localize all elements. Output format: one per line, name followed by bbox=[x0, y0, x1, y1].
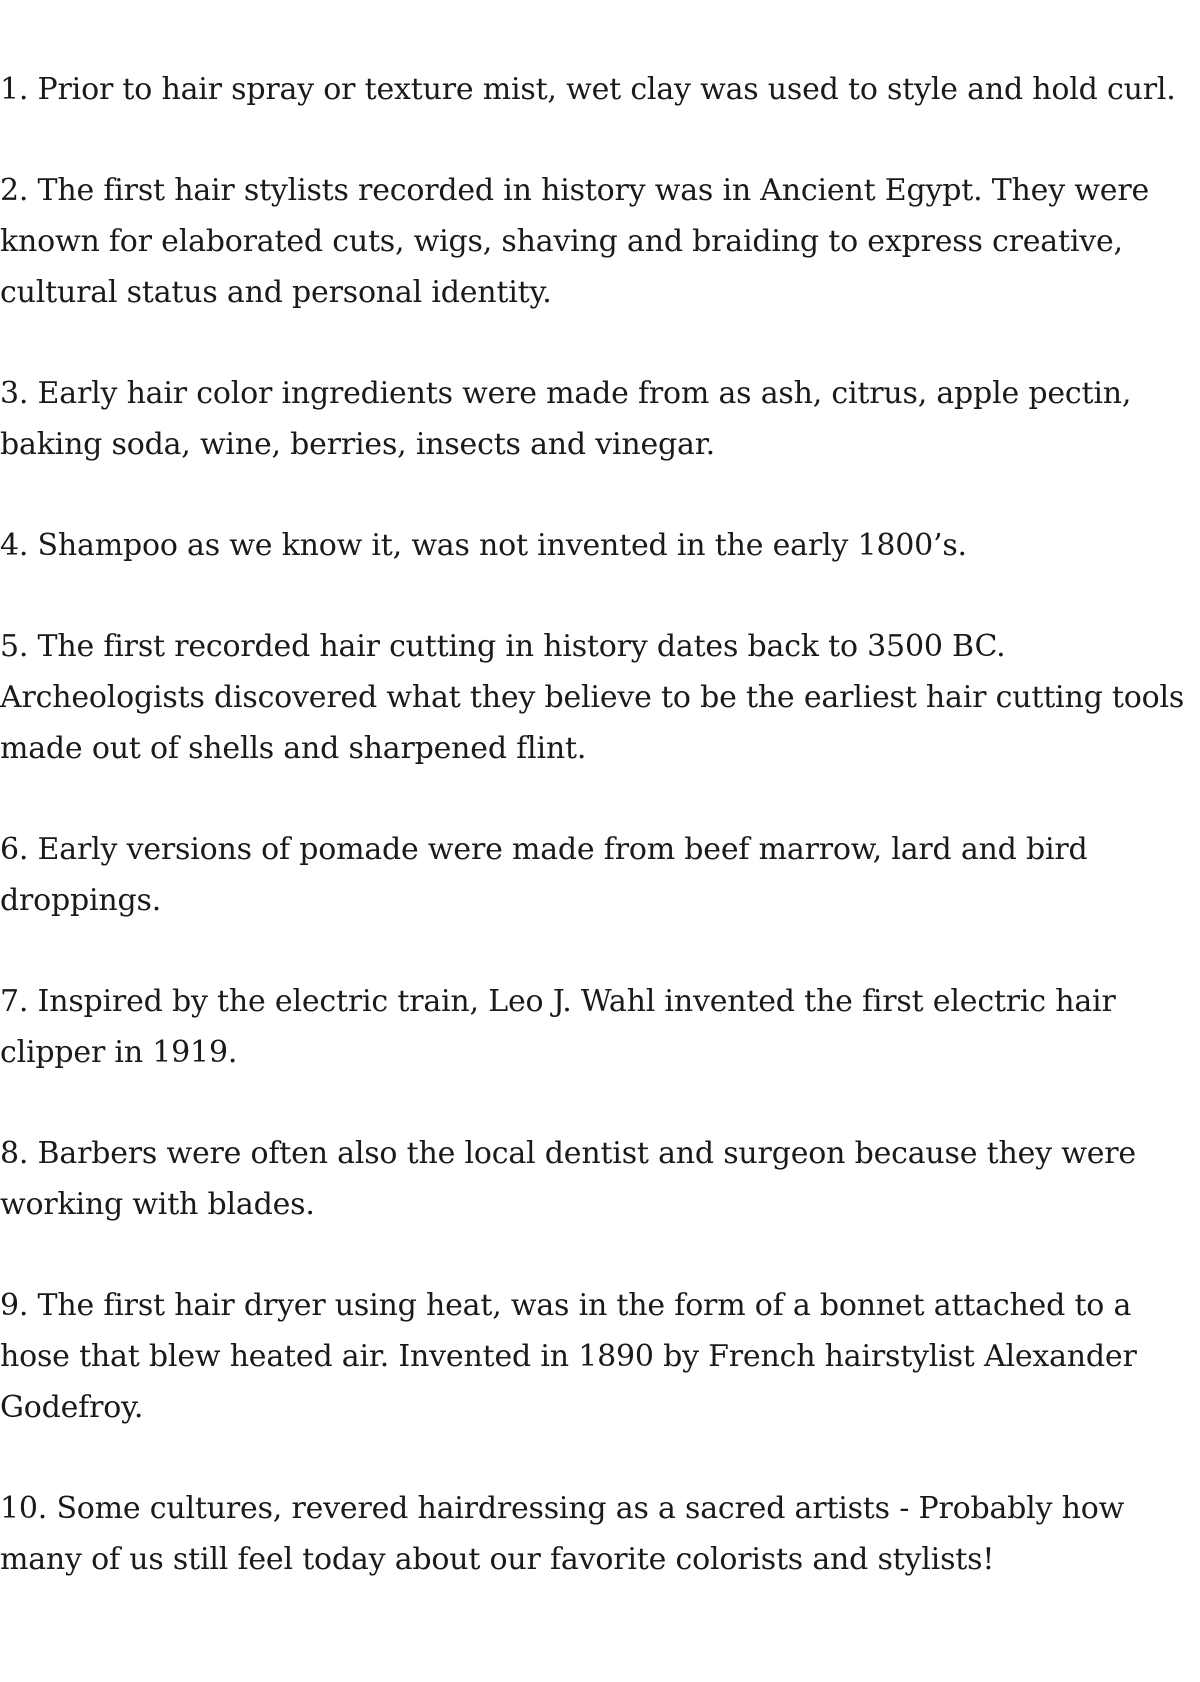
fact-4: 4. Shampoo as we know it, was not invented in the early 1800’s. bbox=[0, 528, 967, 563]
fact-3: 3. Early hair color ingredients were made from as ash, citrus, apple pectin, baking soda, wine, berries, insects and vinegar. bbox=[0, 376, 1132, 462]
hair-facts-list bbox=[0, 64, 1200, 1635]
fact-10: 10. Some cultures, revered hairdressing as a sacred artists - Probably how many of us still feel today about our favorite colorists and stylists! bbox=[0, 1491, 1125, 1577]
fact-1: 1. Prior to hair spray or texture mist, wet clay was used to style and hold curl. bbox=[0, 72, 1176, 107]
fact-7: 7. Inspired by the electric train, Leo J. Wahl invented the first electric hair clipper in 1919. bbox=[0, 984, 1116, 1070]
fact-9: 9. The first hair dryer using heat, was in the form of a bonnet attached to a hose that blew heated air. Invented in 1890 by French hairstylist Alexander Godefroy. bbox=[0, 1288, 1137, 1425]
fact-2: 2. The first hair stylists recorded in history was in Ancient Egypt. They were known for elaborated cuts, wigs, shaving and braiding to express creative, cultural status and personal identity. bbox=[0, 173, 1150, 310]
fact-5: 5. The first recorded hair cutting in history dates back to 3500 BC. Archeologists discovered what they believe to be the earliest hair cutting tools made out of shells and sharpened flint. bbox=[0, 629, 1185, 766]
fact-6: 6. Early versions of pomade were made from beef marrow, lard and bird droppings. bbox=[0, 832, 1088, 918]
fact-8: 8. Barbers were often also the local dentist and surgeon because they were working with blades. bbox=[0, 1136, 1136, 1222]
